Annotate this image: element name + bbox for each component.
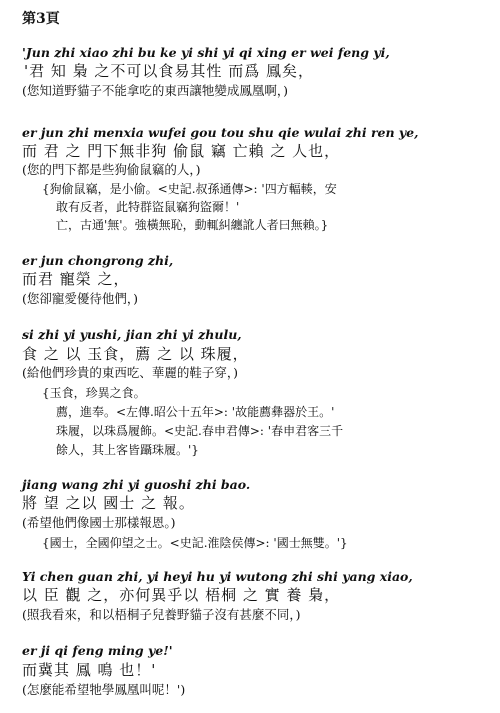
hanzi-line: 將 望 之以 國士 之 報。 (22, 494, 195, 512)
pinyin-line: si zhi yi yushi, jian zhi yi zhulu, (22, 327, 242, 342)
hanzi-line: 而冀其 鳳 鳴 也！' (22, 661, 157, 679)
hanzi-line: '君 知 梟 之不可以食易其性 而爲 鳳矣， (24, 62, 314, 80)
page-header: 第3頁 (22, 11, 60, 27)
translation-line: (您的門下都是些狗偷鼠竊的人，) (22, 162, 201, 177)
translation-line: (照我看來，和以梧桐子兒養野貓子沒有甚麼不同，) (22, 607, 301, 622)
pinyin-line: er ji qi feng ming ye!' (22, 643, 173, 658)
annotation-line: {國士，全國仰望之士。<史記.淮陰侯傳>: '國士無雙。'} (42, 536, 348, 550)
pinyin-line: jiang wang zhi yi guoshi zhi bao. (22, 477, 251, 492)
translation-line: (給他們珍貴的東西吃、華麗的鞋子穿，) (22, 365, 239, 380)
translation-line: (怎麼能希望牠學鳳凰叫呢！') (22, 682, 186, 697)
pinyin-line: Yi chen guan zhi, yi heyi hu yi wutong zhi shi yang xiao, (22, 569, 413, 584)
annotation-line: 餘人，其上客皆躡珠履。'} (56, 443, 199, 457)
hanzi-line: 食 之 以 玉食，薦 之 以 珠履， (22, 345, 249, 363)
pinyin-line: er jun chongrong zhi, (22, 253, 174, 268)
hanzi-line: 而 君 之 門下無非狗 偷鼠 竊 亡賴 之 人也， (22, 142, 341, 160)
hanzi-line: 以 臣 觀 之，亦何異乎以 梧桐 之 實 養 梟， (22, 586, 341, 604)
pinyin-line: er jun zhi menxia wufei gou tou shu qie wulai zhi ren ye, (22, 125, 419, 140)
annotation-line: 珠履，以珠爲履飾。<史記.春申君傳>: '春申君客三千 (56, 424, 344, 438)
hanzi-line: 而君 寵榮 之， (22, 270, 130, 288)
annotation-line: 亡，古通'無'。強橫無恥，動輒糾纏訛人者曰無賴。} (56, 218, 329, 232)
translation-line: (您知道野貓子不能拿吃的東西讓牠變成鳳凰啊，) (22, 83, 289, 98)
translation-line: (您卻寵愛優待他們，) (22, 291, 139, 306)
annotation-line: 敢有反者，此特群盜鼠竊狗盜爾！' (56, 200, 240, 214)
annotation-line: {狗偷鼠竊，是小偷。<史記.叔孫通傳>: '四方輻輳，安 (42, 182, 337, 196)
pinyin-line: 'Jun zhi xiao zhi bu ke yi shi yi qi xing er wei feng yi, (22, 45, 390, 60)
annotation-line: {玉食，珍異之食。 (42, 386, 146, 400)
annotation-line: 薦，進奉。<左傳.昭公十五年>: '故能薦彝器於王。' (56, 405, 335, 419)
translation-line: (希望他們像國士那樣報恩。) (22, 515, 176, 530)
